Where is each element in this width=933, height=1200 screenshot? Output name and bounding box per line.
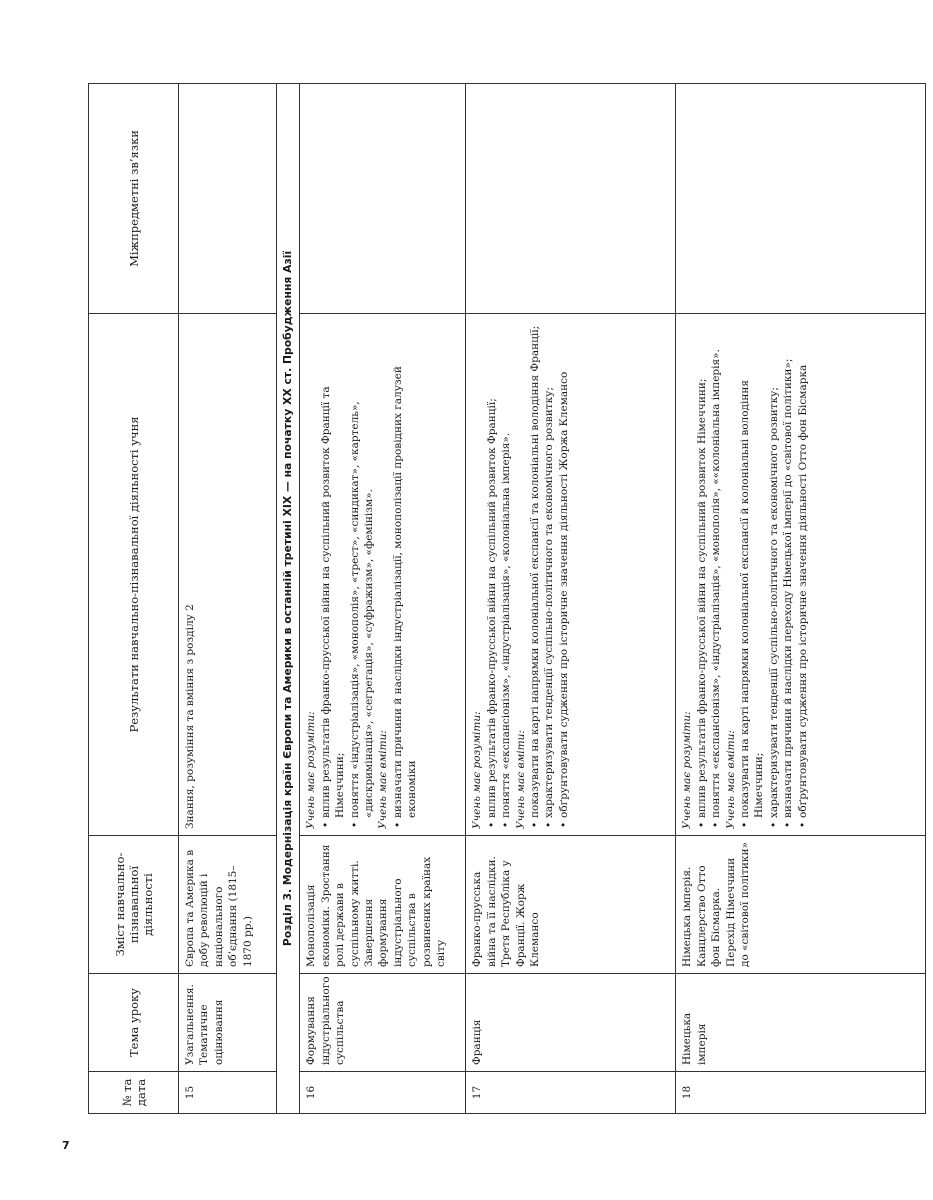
row-num: 16	[300, 1072, 466, 1114]
header-row	[89, 84, 179, 1114]
understand-label: Учень має розуміти:	[471, 711, 484, 829]
list-item: • обґрунтовувати судження про історичне значення діяльності Отто фон Бісмарка	[796, 320, 810, 818]
row-results: Знання, розуміння та вміння з розділу 2	[179, 314, 277, 836]
understand-list	[695, 320, 724, 829]
able-label: Учень має вміти:	[377, 730, 390, 829]
row-content: Європа та Америка в добу революцій і національного об’єднання (1815–1870 рр.)	[179, 836, 277, 974]
row-links	[300, 84, 466, 314]
header-topic: Тема уроку	[89, 974, 179, 1072]
rotated-curriculum-table	[88, 84, 838, 1114]
row-content: Німецька імперія. Канцлерство Отто фон Бісмарка. Перехід Німеччини до «світової політики»	[676, 836, 926, 974]
section-row	[277, 84, 300, 1114]
table-row	[466, 84, 676, 1114]
row-num: 15	[179, 1072, 277, 1114]
list-item: • визначати причини й наслідки переходу Німецької імперії до «світової політики»;	[781, 320, 795, 818]
row-topic: Формування індустріального суспільства	[300, 974, 466, 1072]
row-results	[676, 314, 926, 836]
row-content: Франко-прусська війна та її наслідки. Третя Республіка у Франції. Жорж Клемансо	[466, 836, 676, 974]
header-links: Міжпредметні зв’язки	[89, 84, 179, 314]
list-item: • поняття «індустріалізація», «монополія», «трест», «синдикат», «картель», «дискримінація», «сегрегація», «суфражизм», «фемінізм».	[348, 320, 377, 818]
row-topic: Німецька імперія	[676, 974, 926, 1072]
list-item: • характеризувати тенденції суспільно-політичного та економічного розвитку;	[767, 320, 781, 818]
row-num: 18	[676, 1072, 926, 1114]
list-item: • вплив результатів франко-прусської війни на суспільний розвиток Франції;	[485, 320, 499, 818]
table-row	[300, 84, 466, 1114]
row-num: 17	[466, 1072, 676, 1114]
list-item: • вплив результатів франко-прусської війни на суспільний розвиток Франції та Німеччини;	[319, 320, 348, 818]
understand-list	[485, 320, 514, 829]
list-item: • обґрунтовувати судження про історичне значення діяльності Жоржа Клемансо	[557, 320, 571, 818]
row-links	[466, 84, 676, 314]
understand-label: Учень має розуміти:	[681, 711, 694, 829]
understand-list	[319, 320, 377, 829]
list-item: • поняття «експансіонізм», «індустріалізація», «колоніальна імперія».	[499, 320, 513, 818]
list-item: • вплив результатів франко-прусської війни на суспільний розвиток Німеччини;	[695, 320, 709, 818]
row-links	[179, 84, 277, 314]
able-list	[528, 320, 571, 829]
page-number: 7	[62, 1139, 70, 1152]
table-row	[676, 84, 926, 1114]
list-item: • характеризувати тенденції суспільно-політичного та економічного розвитку;	[542, 320, 556, 818]
row-links	[676, 84, 926, 314]
list-item: • показувати на карті напрямки колоніальної експансії й колоніальні володіння Німеччини;	[738, 320, 767, 818]
curriculum-table	[88, 83, 926, 1114]
row-topic: Франція	[466, 974, 676, 1072]
list-item: • визначати причини й наслідки індустріалізації, монополізації провідних галузей економіки	[391, 320, 420, 818]
row-content: Монополізація економіки. Зростання ролі держави в суспільному житті. Завершення формування індустріального суспільства в розвинених країнах світу	[300, 836, 466, 974]
able-label: Учень має вміти:	[724, 730, 737, 829]
header-results: Результати навчально-пізнавальної діяльності учня	[89, 314, 179, 836]
understand-label: Учень має розуміти:	[305, 711, 318, 829]
list-item: • показувати на карті напрямки колоніальної експансії та колоніальні володіння Франції;	[528, 320, 542, 818]
header-content: Зміст навчально-пізнавальної діяльності	[89, 836, 179, 974]
row-results	[466, 314, 676, 836]
table-row	[179, 84, 277, 1114]
row-topic: Узагальнення. Тематичне оцінювання	[179, 974, 277, 1072]
able-label: Учень має вміти:	[514, 730, 527, 829]
list-item: • поняття «експансіонізм», «індустріалізація», «монополія», ««колоніальна імперія».	[709, 320, 723, 818]
section-title: Розділ 3. Модернізація країн Європи та Америки в останній третині ХІХ — на початку ХХ ст. Пробудження Азії	[277, 84, 300, 1114]
able-list	[391, 320, 420, 829]
row-results	[300, 314, 466, 836]
header-num: № та дата	[89, 1072, 179, 1114]
able-list	[738, 320, 810, 829]
